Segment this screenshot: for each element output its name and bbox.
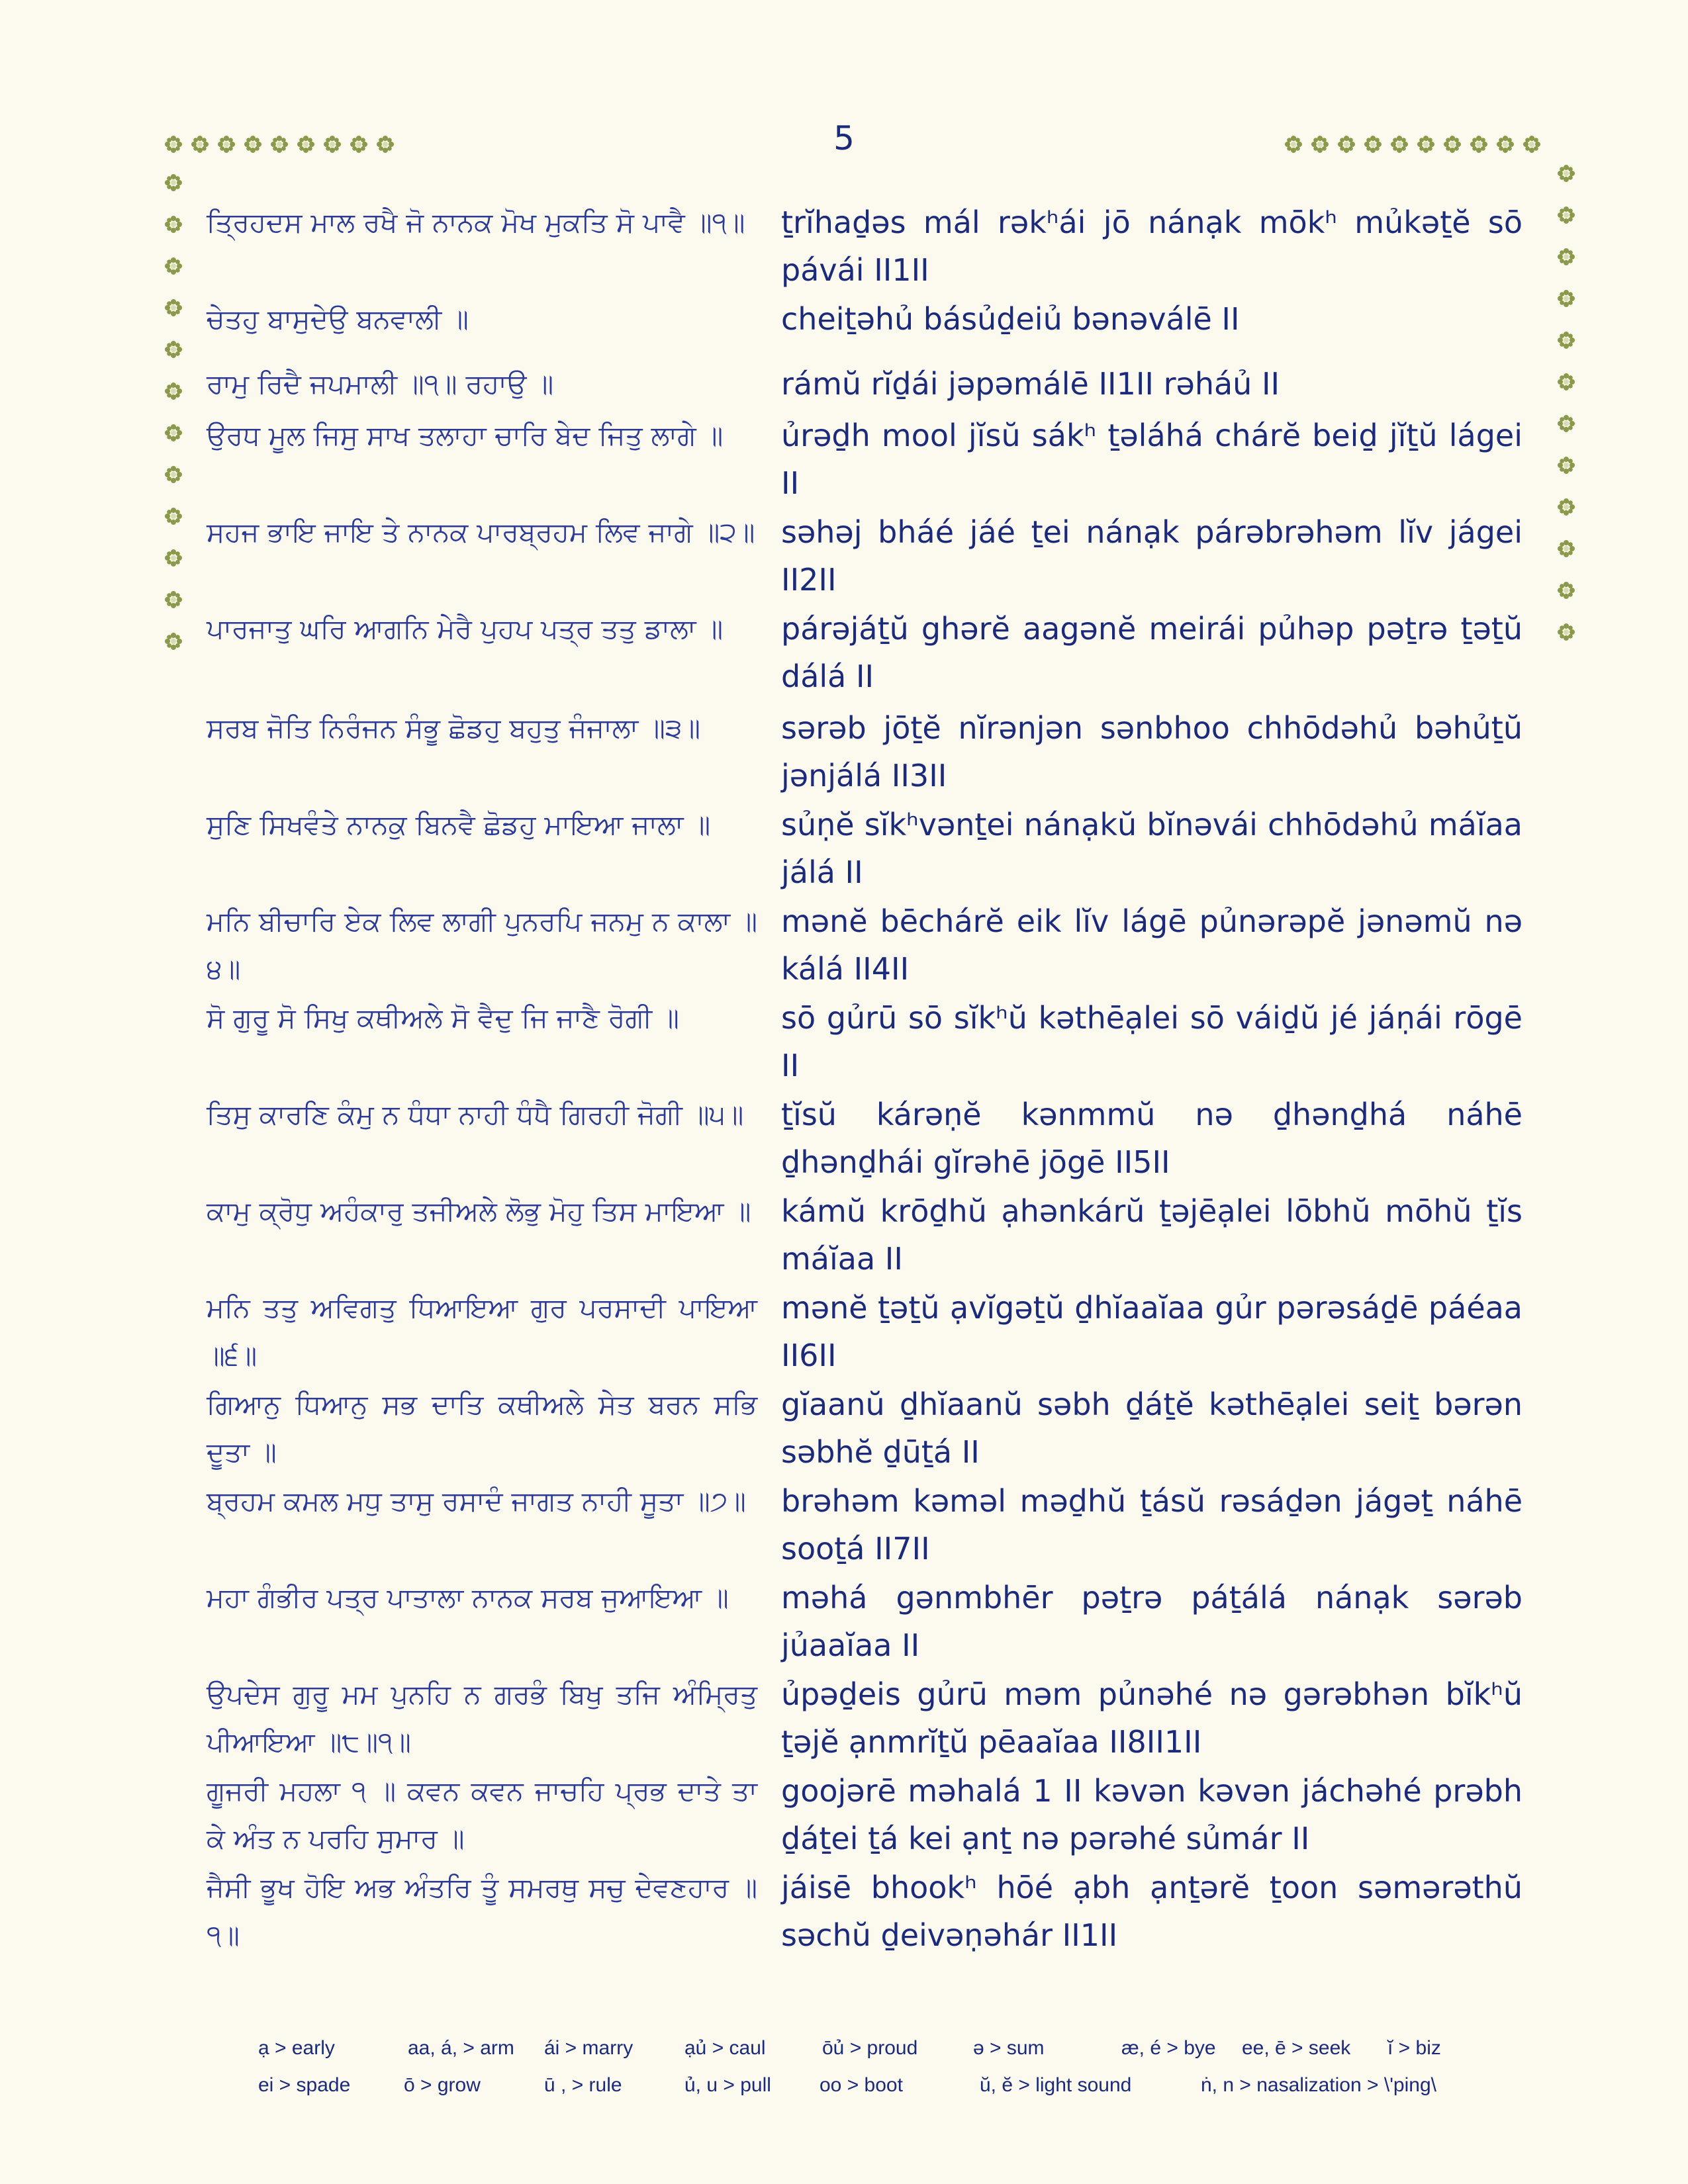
gurmukhi-text: ਮਨਿ ਤਤੁ ਅਵਿਗਤੁ ਧਿਆਇਆ ਗੁਰ ਪਰਸਾਦੀ ਪਾਇਆ ॥੬॥ [207,1292,757,1371]
flower-ornament-icon [164,173,183,192]
flower-ornament-icon [1557,456,1575,475]
gurmukhi-text: ਉਪਦੇਸ ਗੁਰੂ ਮਮ ਪੁਨਹਿ ਨ ਗਰਭੰ ਬਿਖੁ ਤਜਿ ਅੰਮ੍ਰਿਤੁ ਪੀਆਇਆ ॥੮॥੧॥ [207,1678,757,1758]
flower-ornament-icon [1557,539,1575,558]
flower-ornament-icon [164,507,183,525]
transliteration-text: mənĕ bēchárĕ eik lĭv lágē pủnərəpĕ jənəmŭ nə kálá II4II [781,903,1523,987]
transliteration-text: kámŭ krōḏhŭ ạhənkárŭ ṯəjēạlei lōbhŭ mōhŭ ṯĭs máĭaa II [781,1193,1523,1277]
flower-ornament-icon [164,382,183,400]
key-item: ạ > early [258,2037,335,2059]
transliteration-text: ṯrĭhaḏəs mál rəkʰái jō nánạk mōkʰ mủkəṯĕ sō pávái II1II [781,205,1523,288]
key-item: oo > boot [820,2074,903,2096]
flower-ornament-icon [164,632,183,651]
gurmukhi-text: ਤਿਸੁ ਕਾਰਣਿ ਕੰਮੁ ਨ ਧੰਧਾ ਨਾਹੀ ਧੰਧੈ ਗਿਰਹੀ ਜੋਗੀ ॥੫॥ [207,1099,744,1130]
flower-ornament-icon [1557,289,1575,308]
transliteration-text: ṯĭsŭ kárəṇĕ kənmmŭ nə ḏhənḏhá náhē ḏhənḏhái gĭrəhē jōgē II5II [781,1097,1523,1180]
transliteration-text: sō gủrū sō sĭkʰŭ kəthēạlei sō váiḏŭ jé jáṇái rōgē II [781,1000,1523,1083]
transliteration-text: ủrəḏh mool jĭsŭ sákʰ ṯəláhá chárĕ beiḏ jĭṯŭ lágei II [781,418,1523,501]
transliteration-text: párəjáṯŭ ghərĕ aagənĕ meirái pủhəp pəṯrə ṯəṯŭ dálá II [781,611,1523,694]
flower-ornament-icon [164,549,183,567]
flower-ornament-icon [1557,581,1575,600]
flower-ornament-icon [164,590,183,609]
key-item: ṅ, n > nasalization > \'ping\ [1201,2074,1436,2096]
gurmukhi-text: ਪਾਰਜਾਤੁ ਘਰਿ ਆਗਨਿ ਮੇਰੈ ਪੁਹਪ ਪਤ੍ਰ ਤਤੁ ਡਾਲਾ ॥ [207,613,724,645]
flower-ornament-icon [164,340,183,359]
key-item: ō > grow [404,2074,481,2096]
gurmukhi-text: ਗਿਆਨੁ ਧਿਆਨੁ ਸਭ ਦਾਤਿ ਕਥੀਅਲੇ ਸੇਤ ਬਰਨ ਸਭਿ ਦੂਤਾ ॥ [207,1388,757,1468]
gurmukhi-text: ਸਰਬ ਜੋਤਿ ਨਿਰੰਜਨ ਸੰਭੂ ਛੋਡਹੁ ਬਹੁਤੁ ਜੰਜਾਲਾ ॥੩॥ [207,712,701,744]
key-item: aa, á, > arm [408,2037,514,2059]
flower-ornament-icon [164,424,183,442]
flower-ornament-icon [164,465,183,484]
gurmukhi-text: ਮਹਾ ਗੰਭੀਰ ਪਤ੍ਰ ਪਾਤਾਲਾ ਨਾਨਕ ਸਰਬ ਜੁਆਇਆ ॥ [207,1582,729,1614]
flower-ornament-icon [164,257,183,275]
flower-ornament-icon [164,215,183,234]
gurmukhi-text: ਜੈਸੀ ਭੂਖ ਹੋਇ ਅਭ ਅੰਤਰਿ ਤੂੰ ਸਮਰਥੁ ਸਚੁ ਦੇਵਣਹਾਰ ॥੧॥ [207,1872,757,1951]
key-item: ei > spade [258,2074,351,2096]
gurmukhi-text: ਸੋ ਗੁਰੂ ਸੋ ਸਿਖੁ ਕਥੀਅਲੇ ਸੋ ਵੈਦੁ ਜਿ ਜਾਣੈ ਰੋਗੀ ॥ [207,1002,679,1034]
key-item: ə > sum [973,2037,1045,2059]
transliteration-text: goojərē məhalá 1 II kəvən kəvən jáchəhé prəbh ḏáṯei ṯá kei ạnṯ nə pərəhé sủmár II [781,1773,1523,1856]
transliteration-text: cheiṯəhủ básủḏeiủ bənəválē II [781,301,1240,337]
transliteration-text: ủpəḏeis gủrū məm pủnəhé nə gərəbhən bĭkʰŭ ṯəjĕ ạnmrĭṯŭ pēaaĭaa II8II1II [781,1676,1523,1760]
gurmukhi-text: ਚੇਤਹੁ ਬਾਸੁਦੇਉ ਬਨਵਾਲੀ ॥ [207,303,469,335]
flower-ornament-icon [1557,248,1575,266]
key-item: ĭ > biz [1387,2037,1441,2059]
transliteration-text: gĭaanŭ ḏhĭaanŭ səbh ḏáṯĕ kəthēạlei seiṯ bərən səbhĕ ḏūṯá II [781,1387,1523,1470]
transliteration-text: jáisē bhookʰ hōé ạbh ạnṯərĕ ṯoon səmərəthŭ səchŭ ḏeivəṇəhár II1II [781,1870,1523,1953]
transliteration-text: brəhəm kəməl məḏhŭ ṯásŭ rəsáḏən jágəṯ náhē sooṯá II7II [781,1483,1523,1567]
key-item: ŭ, ĕ > light sound [980,2074,1132,2096]
gurmukhi-text: ਉਰਧ ਮੂਲ ਜਿਸੁ ਸਾਖ ਤਲਾਹਾ ਚਾਰਿ ਬੇਦ ਜਿਤੁ ਲਾਗੇ ॥ [207,420,724,451]
flower-ornament-icon [1557,414,1575,433]
gurmukhi-text: ਮਨਿ ਬੀਚਾਰਿ ਏਕ ਲਿਵ ਲਾਗੀ ਪੁਨਰਪਿ ਜਨਮੁ ਨ ਕਾਲਾ ॥੪॥ [207,905,757,985]
flower-ornament-icon [1557,498,1575,516]
gurmukhi-text: ਸੁਣਿ ਸਿਖਵੰਤੇ ਨਾਨਕੁ ਬਿਨਵੈ ਛੋਡਹੁ ਮਾਇਆ ਜਾਲਾ ॥ [207,809,711,841]
gurmukhi-text: ਗੂਜਰੀ ਮਹਲਾ ੧ ॥ ਕਵਨ ਕਵਨ ਜਾਚਹਿ ਪ੍ਰਭ ਦਾਤੇ ਤਾ ਕੇ ਅੰਤ ਨ ਪਰਹਿ ਸੁਮਾਰ ॥ [207,1775,757,1854]
transliteration-text: sərəb jōṯĕ nĭrənjən sənbhoo chhōdəhủ bəhủṯŭ jənjálá II3II [781,710,1523,794]
gurmukhi-text: ਬ੍ਰਹਮ ਕਮਲ ਮਧੁ ਤਾਸੁ ਰਸਾਦੰ ਜਾਗਤ ਨਾਹੀ ਸੂਤਾ ॥੭॥ [207,1485,746,1517]
flower-ornament-icon [1557,331,1575,349]
transliteration-text: sủṇĕ sĭkʰvənṯei nánạkŭ bĭnəvái chhōdəhủ máĭaa jálá II [781,807,1523,890]
key-item: ōủ > proud [822,2037,918,2059]
gurmukhi-text: ਸਹਜ ਭਾਇ ਜਾਇ ਤੇ ਨਾਨਕ ਪਾਰਬ੍ਰਹਮ ਲਿਵ ਜਾਗੇ ॥੨॥ [207,516,755,548]
flower-ornament-icon [1557,206,1575,224]
gurmukhi-text: ਕਾਮੁ ਕ੍ਰੋਧੁ ਅਹੰਕਾਰੁ ਤਜੀਅਲੇ ਲੋਭੁ ਮੋਹੁ ਤਿਸ ਮਾਇਆ ॥ [207,1195,751,1227]
transliteration-text: məhá gənmbhēr pəṯrə páṯálá nánạk sərəb jủaaĭaa II [781,1580,1523,1663]
transliteration-text: səhəj bháé jáé ṯei nánạk párəbrəhəm lĭv jágei II2II [781,514,1523,598]
key-item: ee, ē > seek [1242,2037,1351,2059]
flower-ornament-icon [164,298,183,317]
gurmukhi-text: ਰਾਮੁ ਰਿਦੈ ਜਪਮਾਲੀ ॥੧॥ ਰਹਾਉ ॥ [207,368,554,400]
key-item: æ, é > bye [1121,2037,1216,2059]
key-item: ạủ > caul [684,2037,766,2059]
key-item: ủ, u > pull [684,2074,771,2096]
flower-ornament-icon [1557,623,1575,641]
key-item: ū , > rule [544,2074,622,2096]
key-item: ái > marry [544,2037,633,2059]
flower-ornament-icon [1557,373,1575,391]
transliteration-text: rámŭ rĭḏái jəpəmálē II1II rəháủ II [781,366,1280,402]
flower-ornament-icon [1557,164,1575,183]
page-number: 5 [833,119,855,158]
transliteration-text: mənĕ ṯəṯŭ ạvĭgəṯŭ ḏhĭaaĭaa gủr pərəsáḏē páéaa II6II [781,1290,1523,1373]
gurmukhi-text: ਤ੍ਰਿਹਦਸ ਮਾਲ ਰਖੈ ਜੋ ਨਾਨਕ ਮੋਖ ਮੁਕਤਿ ਸੋ ਪਾਵੈ ॥੧॥ [207,206,745,238]
